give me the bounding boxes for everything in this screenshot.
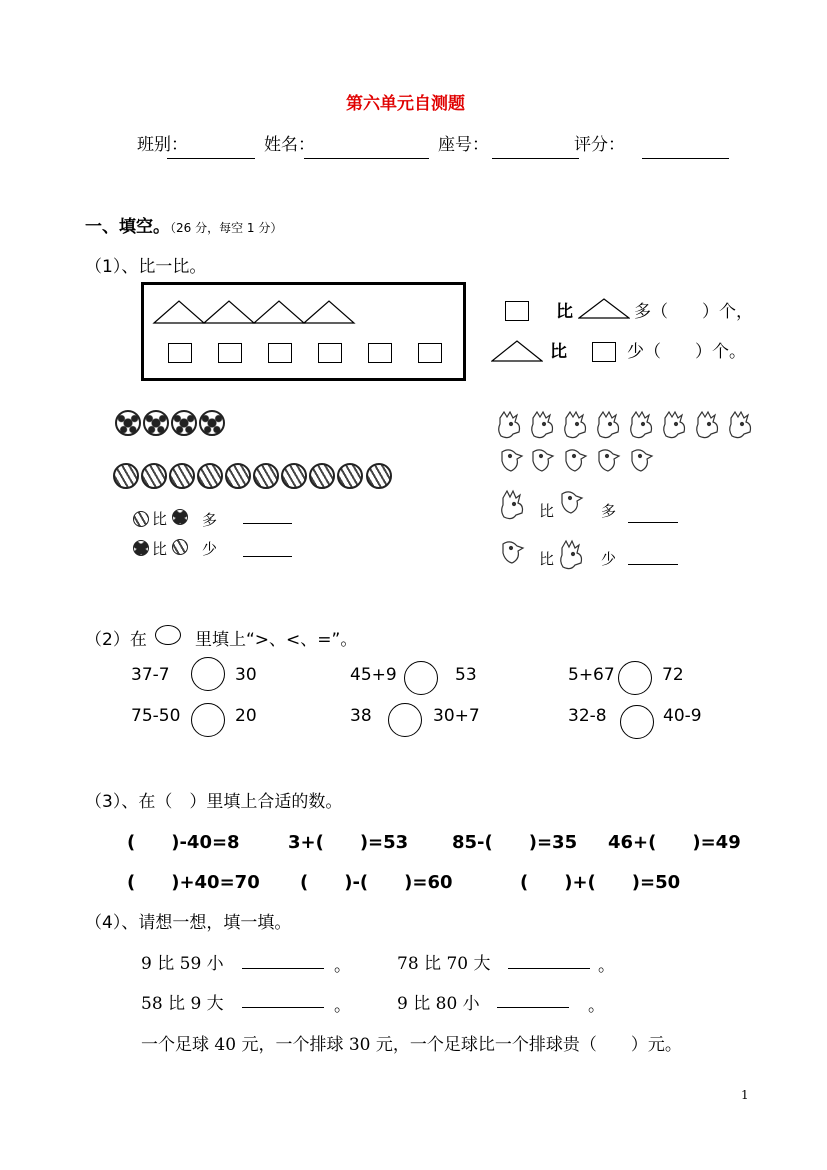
period: 。 [334, 996, 351, 1016]
less-word: 少 [202, 540, 218, 558]
rooster-icon [499, 412, 520, 438]
expr-right: 40-9 [663, 706, 702, 726]
less-word: 少 [601, 550, 617, 568]
expr-left: 45+9 [350, 665, 397, 685]
equation: 3+( )=53 [288, 832, 409, 853]
triangle-icon [204, 301, 254, 323]
compare-word: 比 [556, 302, 573, 322]
square-icon [268, 343, 292, 363]
class-field[interactable] [167, 158, 255, 159]
square-icon [505, 301, 529, 321]
equation: ( )-40=8 [127, 832, 240, 853]
section-label: 一、填空。 [85, 217, 170, 237]
q4-label: （4）、请想一想，填一填。 [85, 913, 292, 933]
statement: 58 比 9 大 [141, 994, 224, 1014]
ball-compare-word: 比 [152, 540, 168, 558]
page-number: 1 [741, 1088, 749, 1102]
soccer-ball-icon [172, 509, 188, 525]
square-icon [592, 342, 616, 362]
seat-field[interactable] [492, 158, 579, 159]
compare-circle[interactable] [191, 703, 225, 737]
compare-circle[interactable] [388, 703, 422, 737]
equation: ( )+( )=50 [520, 872, 681, 893]
circle-icon [155, 625, 181, 645]
compare-circle[interactable] [404, 661, 438, 695]
answer-blank[interactable] [628, 564, 678, 565]
expr-right: 72 [662, 665, 684, 685]
triangles-group [152, 299, 472, 339]
shapes-box [141, 282, 466, 381]
answer-blank[interactable] [243, 556, 292, 557]
score-field[interactable] [642, 158, 729, 159]
triangle-icon [154, 301, 204, 323]
volleyball-icon [197, 463, 223, 489]
seat-label: 座号： [438, 135, 489, 155]
compare-circle[interactable] [620, 705, 654, 739]
square-icon [418, 343, 442, 363]
answer-blank[interactable] [242, 1007, 324, 1008]
expr-left: 75-50 [131, 706, 181, 726]
volleyball-icon [133, 511, 149, 527]
rooster-icon [558, 538, 590, 574]
expr-left: 5+67 [568, 665, 615, 685]
answer-blank[interactable] [497, 1007, 569, 1008]
chick-icon [558, 488, 590, 518]
more-word: 多 [601, 502, 617, 520]
class-label: 班别： [137, 135, 188, 155]
statement: 78 比 70 大 [397, 954, 491, 974]
rooster-group [496, 410, 756, 480]
answer-blank[interactable] [628, 522, 678, 523]
volleyball-icon [309, 463, 335, 489]
ball-compare-word: 比 [152, 510, 168, 528]
volleyball-icon [253, 463, 279, 489]
expr-right: 20 [235, 706, 257, 726]
equation: ( )-( )=60 [300, 872, 453, 893]
q2-label-pre: （2）在 [85, 630, 147, 650]
chick-icon [499, 538, 531, 570]
soccer-ball-icon [171, 410, 197, 436]
compare-word: 比 [550, 342, 567, 362]
volleyball-icon [169, 463, 195, 489]
expr-right: 30 [235, 665, 257, 685]
soccer-ball-icon [133, 540, 149, 556]
q1-label: （1）、比一比。 [85, 257, 207, 277]
cock-compare-word: 比 [539, 550, 555, 568]
score-label: 评分： [574, 135, 625, 155]
compare2-rest: 少（ ）个。 [627, 342, 746, 362]
answer-blank[interactable] [242, 968, 324, 969]
equation: ( )+40=70 [127, 872, 260, 893]
square-icon [318, 343, 342, 363]
volleyball-icon [337, 463, 363, 489]
cock-compare-word: 比 [539, 502, 555, 520]
equation: 85-( )=35 [452, 832, 578, 853]
square-icon [218, 343, 242, 363]
volleyball-icon [281, 463, 307, 489]
compare-circle[interactable] [191, 657, 225, 691]
section-note: （26 分，每空 1 分） [170, 221, 283, 235]
volleyball-icon [225, 463, 251, 489]
volleyball-icon [172, 539, 188, 555]
expr-right: 53 [455, 665, 477, 685]
triangle-icon [578, 298, 630, 320]
period: 。 [588, 996, 605, 1016]
name-label: 姓名： [264, 135, 315, 155]
soccer-ball-icon [115, 410, 141, 436]
rooster-icon [499, 488, 531, 522]
q2-label-post: 里填上“>、<、=”。 [195, 630, 358, 650]
volleyball-icon [141, 463, 167, 489]
statement: 9 比 80 小 [397, 994, 480, 1014]
name-field[interactable] [304, 158, 429, 159]
more-word: 多 [202, 511, 218, 529]
soccer-ball-icon [199, 410, 225, 436]
triangle-icon [254, 301, 304, 323]
expr-left: 37-7 [131, 665, 170, 685]
compare-circle[interactable] [618, 661, 652, 695]
square-icon [168, 343, 192, 363]
answer-blank[interactable] [508, 968, 590, 969]
period: 。 [334, 956, 351, 976]
expr-left: 32-8 [568, 706, 607, 726]
expr-left: 38 [350, 706, 372, 726]
page-title: 第六单元自测题 [346, 94, 465, 114]
answer-blank[interactable] [243, 523, 292, 524]
q3-label: （3）、在（ ）里填上合适的数。 [85, 792, 343, 812]
compare1-rest: 多（ ）个， [634, 302, 753, 322]
square-icon [368, 343, 392, 363]
word-problem: 一个足球 40 元，一个排球 30 元，一个足球比一个排球贵（ ）元。 [141, 1035, 682, 1055]
period: 。 [598, 956, 615, 976]
section-heading [85, 212, 282, 237]
triangle-icon [491, 339, 543, 363]
soccer-ball-icon [143, 410, 169, 436]
volleyball-icon [366, 463, 392, 489]
statement: 9 比 59 小 [141, 954, 224, 974]
equation: 46+( )=49 [608, 832, 741, 853]
volleyball-icon [113, 463, 139, 489]
expr-right: 30+7 [433, 706, 480, 726]
triangle-icon [304, 301, 354, 323]
